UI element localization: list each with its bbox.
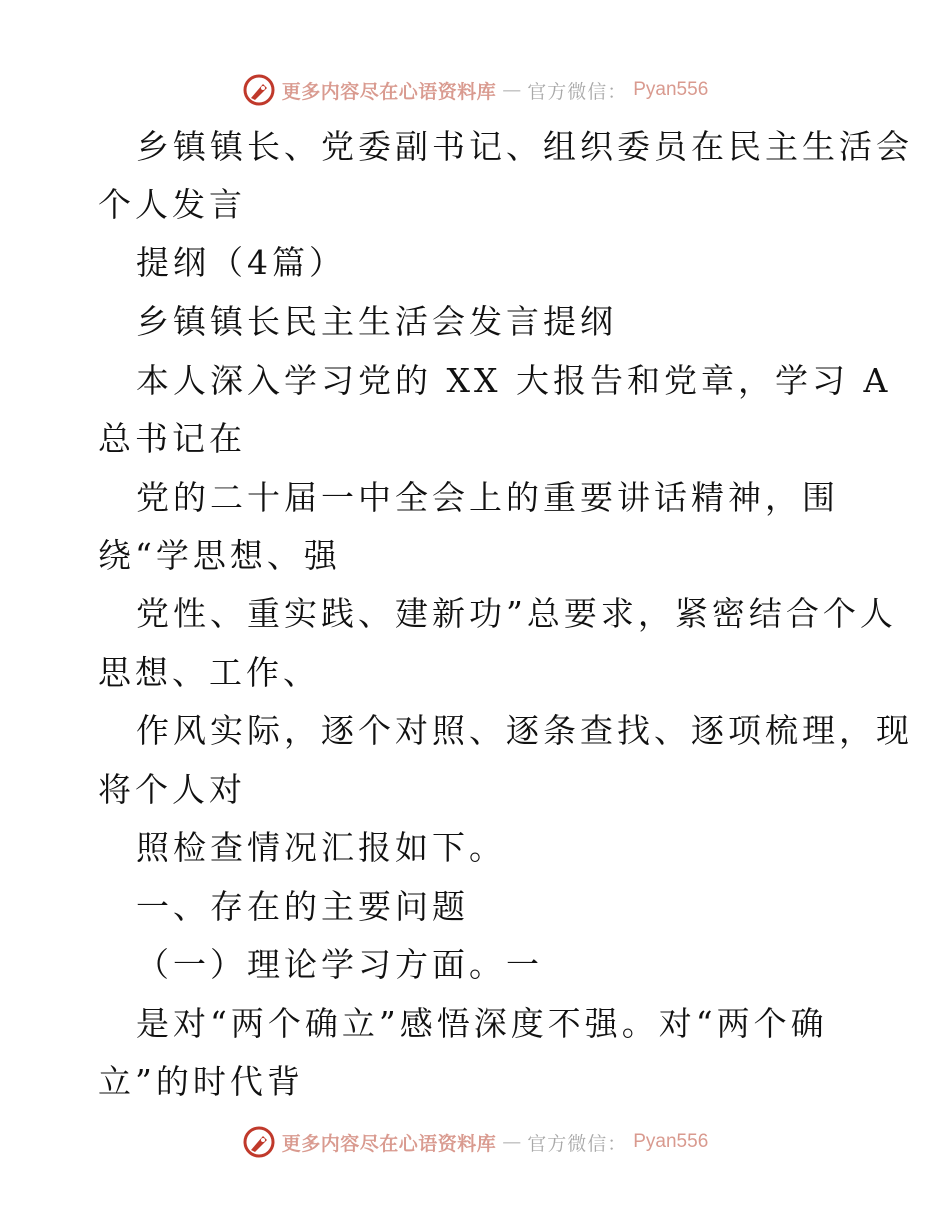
watermark-brand-text: 更多内容尽在心语资料库	[281, 80, 497, 103]
footer-watermark	[0, 1122, 950, 1162]
body-line: 乡镇镇长、党委副书记、组织委员在民主生活会	[136, 127, 913, 166]
body-line: 党性、重实践、建新功”总要求，紧密结合个人	[136, 594, 897, 633]
body-line: 个人发言	[98, 185, 246, 224]
watermark-wechat-id: Pyan556	[633, 79, 709, 100]
body-line: 思想、工作、	[98, 653, 320, 692]
watermark-wechat-id: Pyan556	[633, 1131, 709, 1152]
body-line: 提纲（4篇）	[136, 243, 346, 282]
header-watermark	[0, 70, 950, 110]
subsection-heading: （一）理论学习方面。一	[136, 945, 543, 984]
body-line: 是对“两个确立”感悟深度不强。对“两个确	[136, 1004, 828, 1043]
watermark-brand-text: 更多内容尽在心语资料库	[281, 1132, 497, 1155]
body-line: 立”的时代背	[98, 1062, 304, 1101]
body-line: 党的二十届一中全会上的重要讲话精神，围	[136, 478, 839, 517]
pen-nib-logo-icon	[242, 73, 276, 107]
section-heading: 一、存在的主要问题	[136, 887, 469, 926]
watermark-dash: —	[502, 1131, 522, 1153]
body-line: 本人深入学习党的 XX 大报告和党章，学习 A	[136, 361, 892, 400]
watermark-official-label: 官方微信：	[527, 80, 628, 103]
pen-nib-logo-icon	[242, 1125, 276, 1159]
watermark-dash: —	[502, 79, 522, 101]
watermark-official-label: 官方微信：	[527, 1132, 628, 1155]
body-line: 总书记在	[98, 419, 246, 458]
body-line: 绕“学思想、强	[98, 536, 341, 575]
body-line: 作风实际，逐个对照、逐条查找、逐项梳理，现	[136, 711, 913, 750]
body-line: 照检查情况汇报如下。	[136, 828, 506, 867]
body-line: 将个人对	[98, 770, 246, 809]
body-line: 乡镇镇长民主生活会发言提纲	[136, 302, 617, 341]
